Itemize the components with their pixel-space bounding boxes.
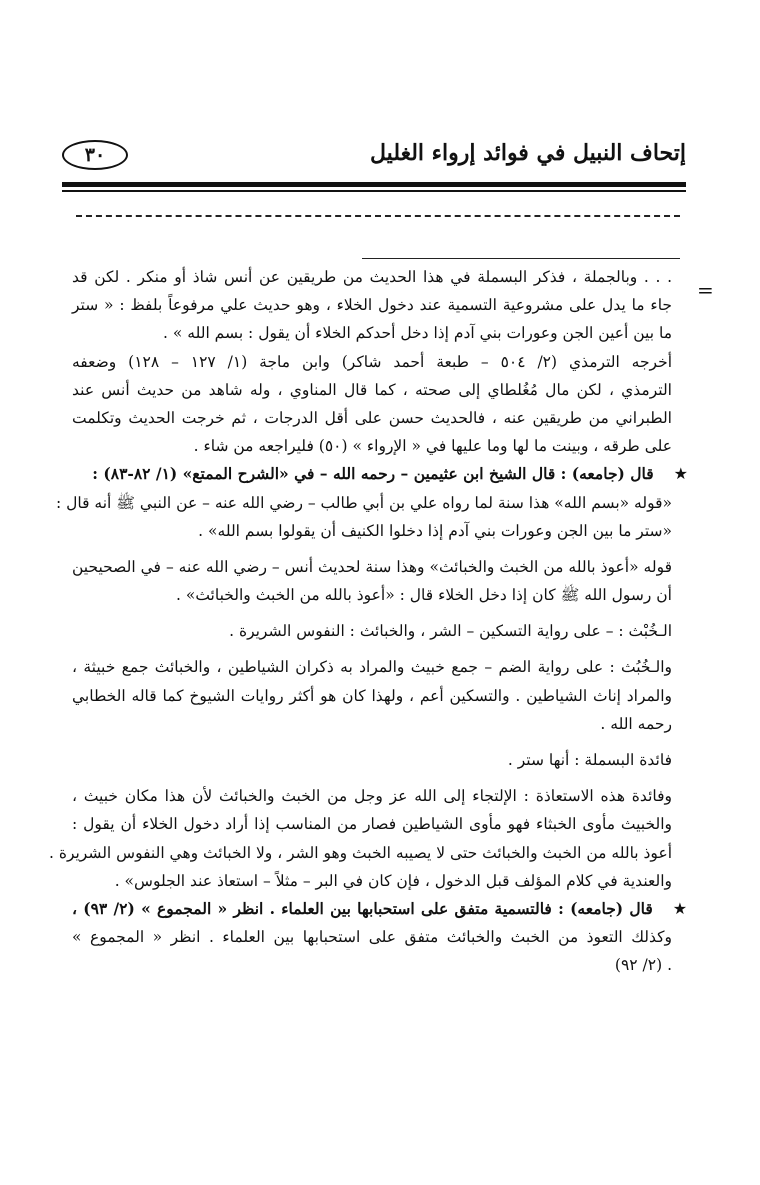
header-rule-thin — [62, 190, 686, 192]
text-line: والـخُبُث : على رواية الضم – جمع خبيث والمراد به ذكران الشياطين ، والخبائث جمع خبيثة ، — [72, 658, 672, 677]
text-line: الطبراني من طريقين عنه ، فالحديث حسن على أقل الدرجات ، ثم خرجت الحديث وتكلمت — [72, 408, 672, 427]
text-line: والخبيث مأوى الخبثاء فهو مأوى الشياطين فصار من المناسب إذا أراد دخول الخلاء أن يقول : — [72, 815, 672, 834]
margin-equals-mark: = — [697, 278, 714, 302]
text-line: الـخُبْث : – على رواية التسكين – الشر ، والخبائث : النفوس الشريرة . — [229, 622, 672, 641]
text-line: وفائدة هذه الاستعاذة : الإلتجاء إلى الله عز وجل من الخبث والخبائث لأن هذا مكان خبيث ، — [72, 787, 672, 806]
text-line: فائدة البسملة : أنها ستر . — [507, 751, 672, 769]
text-line: أعوذ بالله من الخبث والخبائث حتى لا يصيبه الخبث وهو الشر ، ولا الخبائث وهي النفوس الشريرة . — [48, 843, 672, 862]
text-line: على طرقه ، وبينت ما لها وما عليها في « الإرواء » (٥٠) فليراجعه من شاء . — [193, 437, 672, 456]
text-line: والمراد إناث الشياطين . والتسكين أعم ، ولهذا كان هو أكثر روايات الشيوخ كما قاله الخطابي — [72, 686, 672, 705]
page-header — [62, 138, 686, 178]
text-line: «قوله «بسم الله» هذا سنة لما رواه علي بن أبي طالب – رضي الله عنه – عن النبي ﷺ أنه قال : — [55, 493, 672, 512]
text-line: أن رسول الله ﷺ كان إذا دخل الخلاء قال : «أعوذ بالله من الخبث والخبائث» . — [176, 586, 672, 605]
text-line: جاء ما يدل على مشروعية التسمية عند دخول الخلاء ، وهو حديث علي مرفوعاً بلفظ : « ستر — [72, 296, 672, 315]
text-line: أخرجه الترمذي (٢/ ٥٠٤ – طبعة أحمد شاكر) وابن ماجة (١/ ١٢٧ – ١٢٨) وضعفه — [72, 352, 672, 371]
running-title: إتحاف النبيل في فوائد إرواء الغليل — [370, 140, 686, 166]
star-icon: ★ — [672, 898, 689, 918]
text-line: «ستر ما بين الجن وعورات بني آدم إذا دخلوا الكنيف أن يقولوا بسم الله» . — [198, 521, 672, 540]
text-line: رحمه الله . — [600, 714, 672, 733]
dashed-separator — [76, 215, 680, 217]
footnote-rule — [362, 258, 680, 259]
page-number: ٣٠ — [62, 140, 128, 170]
text-line: قوله «أعوذ بالله من الخبث والخبائث» وهذا سنة لحديث أنس – رضي الله عنه – في الصحيحين — [72, 557, 672, 576]
text-line-heading: قال (جامعه) : فالتسمية متفق على استحبابها بين العلماء . انظر « المجموع » (٢/ ٩٣) ، — [72, 898, 653, 918]
text-line — [72, 895, 689, 923]
text-line: ما بين أعين الجن وعورات بني آدم إذا دخل أحدكم الخلاء أن يقول : بسم الله » . — [163, 324, 672, 343]
text-line — [72, 460, 688, 488]
text-line: . (٢/ ٩٢) — [614, 956, 672, 975]
text-line-heading: قال (جامعه) : قال الشيخ ابن عثيمين – رحمه الله – في «الشرح الممتع» (١/ ٨٢-٨٣) : — [92, 464, 654, 484]
text-line: وكذلك التعوذ من الخبث والخبائث متفق على استحبابها بين العلماء . انظر « المجموع » — [72, 928, 672, 947]
body-text — [48, 263, 689, 980]
text-line: . . . وبالجملة ، فذكر البسملة في هذا الحديث من طريقين عن أنس شاذ أو منكر . لكن قد — [72, 268, 672, 286]
text-line: الترمذي ، لكن مال مُغُلطاي إلى صحته ، كما قال المناوي ، وله شاهد من حديث أنس عند — [72, 380, 672, 399]
text-line: والعندية في كلام المؤلف قبل الدخول ، فإن كان في البر – مثلاً – استعاذ عند الجلوس» . — [114, 871, 672, 890]
star-icon: ★ — [673, 464, 688, 484]
header-rule-thick — [62, 182, 686, 187]
